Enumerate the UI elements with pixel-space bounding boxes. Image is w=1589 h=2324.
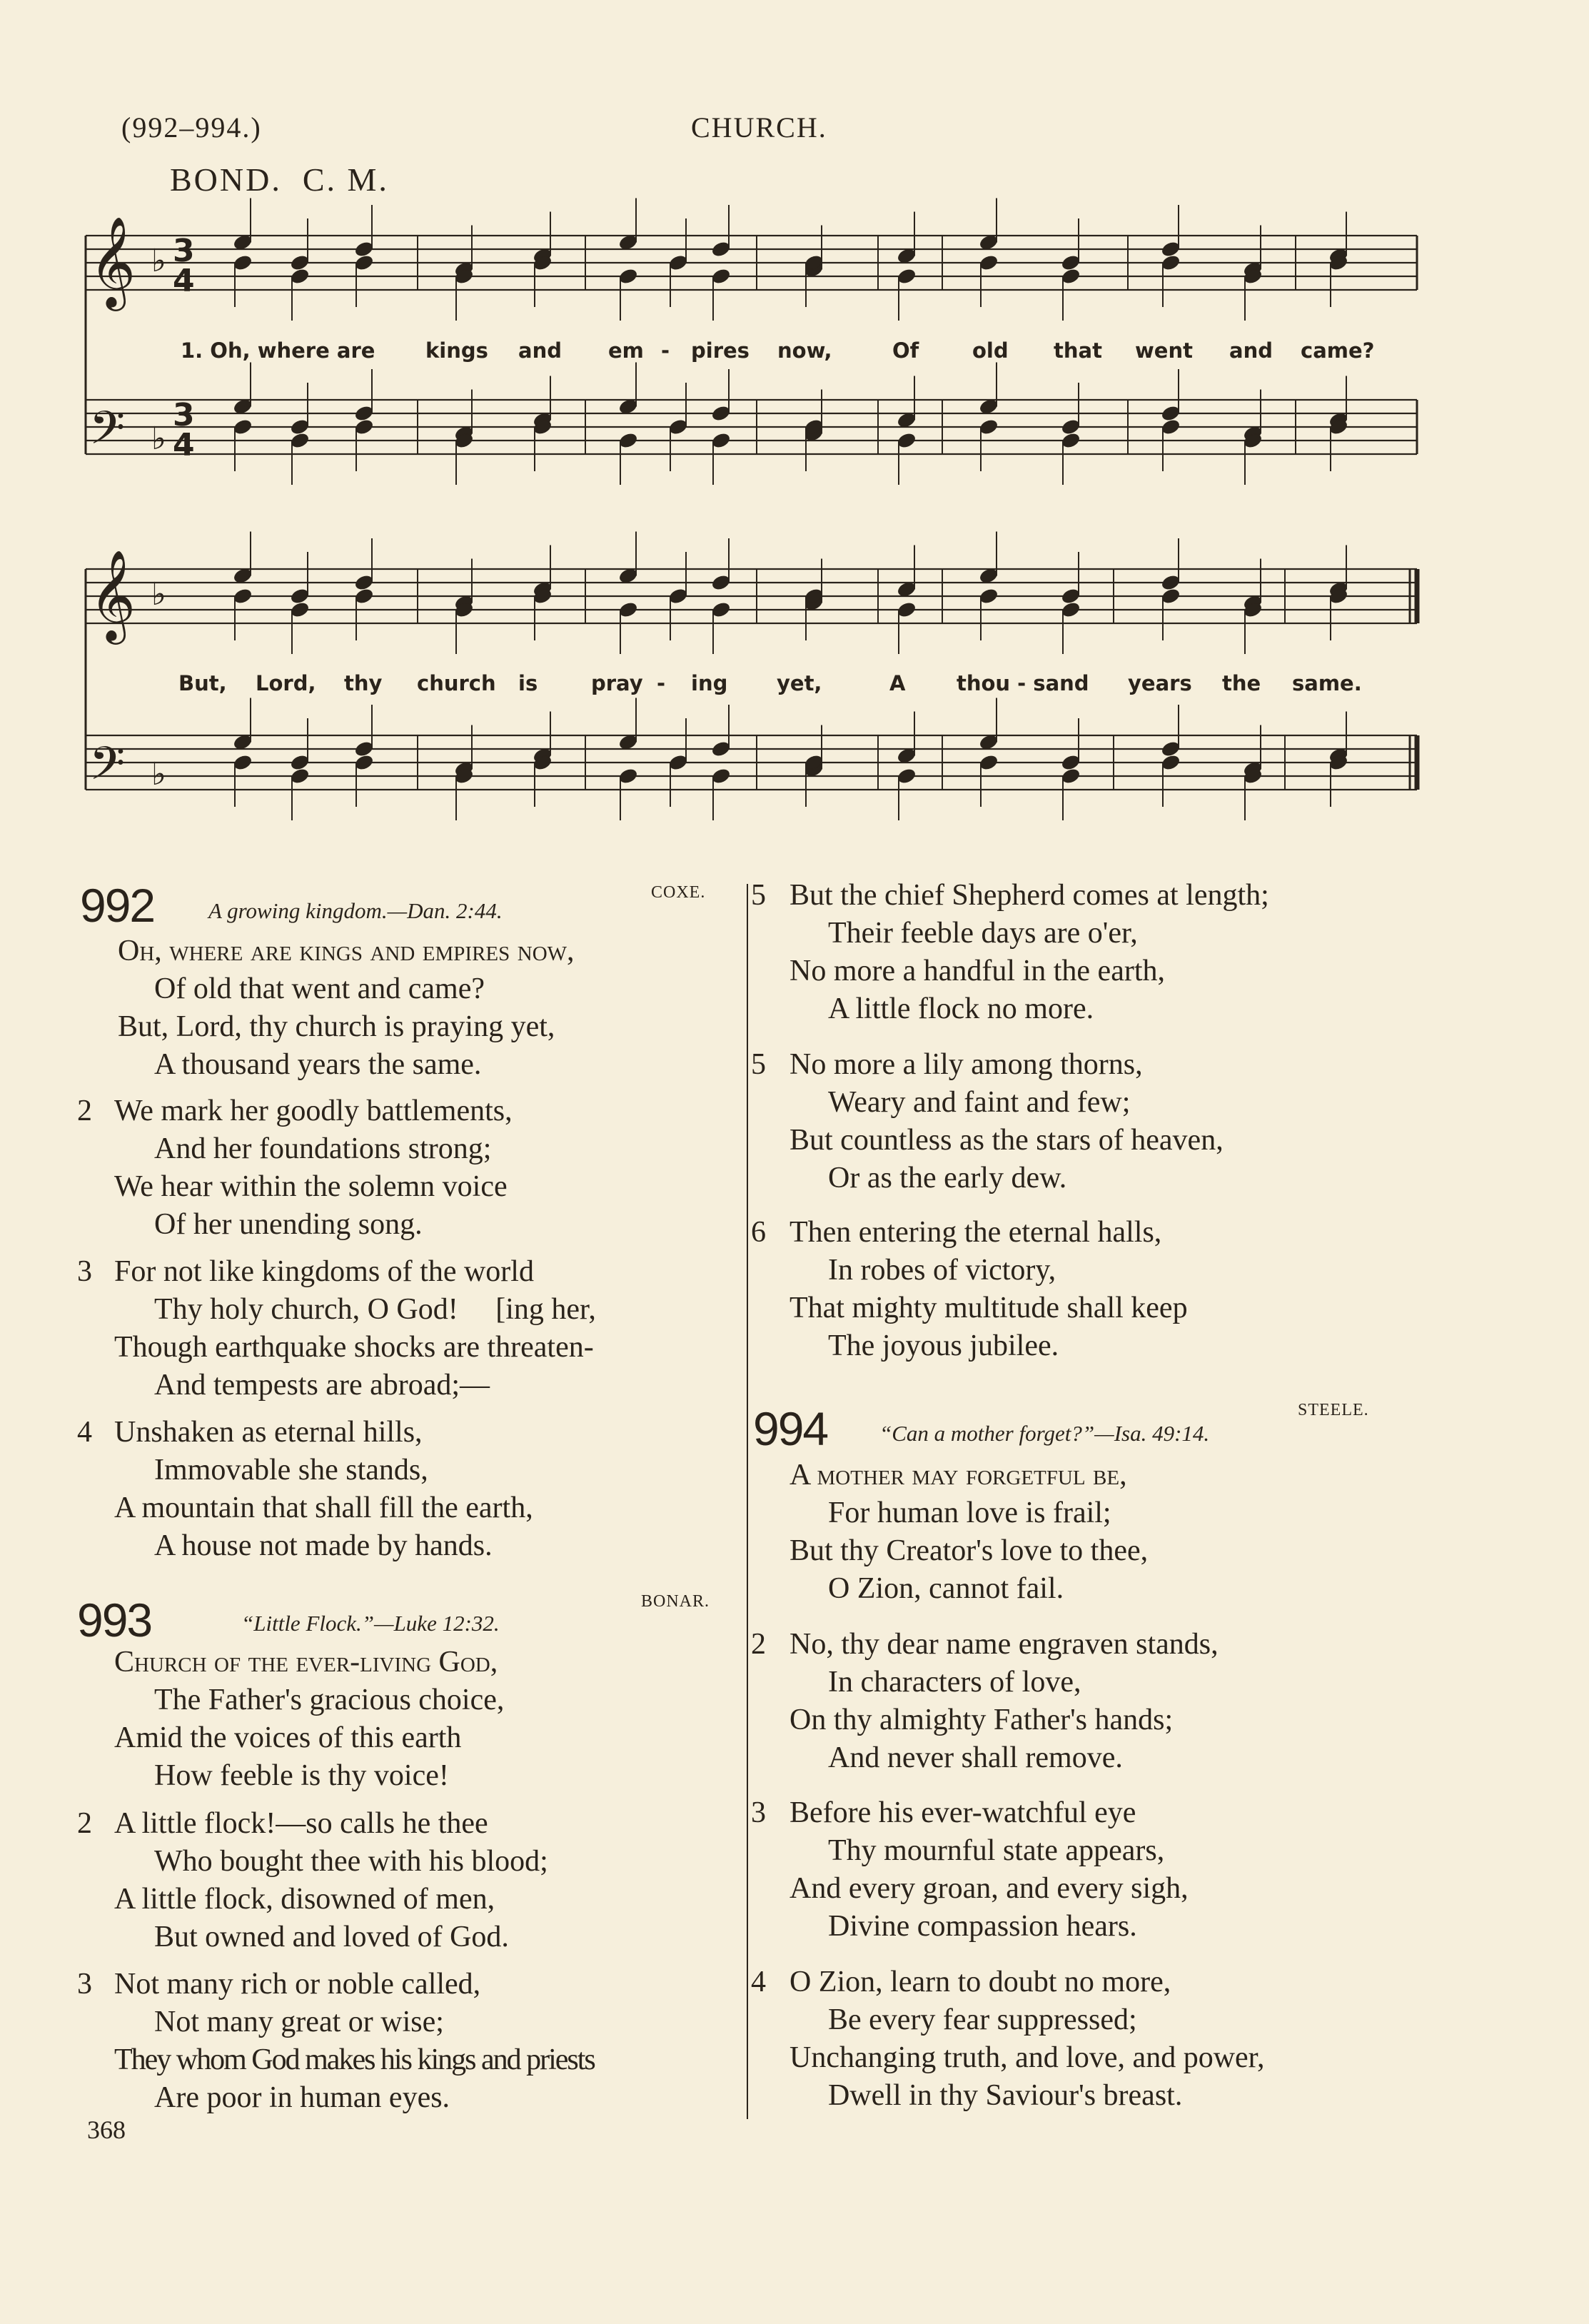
note-head xyxy=(711,768,732,785)
lyric: Of xyxy=(892,338,919,363)
flat-icon: ♭ xyxy=(151,243,166,279)
hymn-number: 994 xyxy=(753,1402,828,1455)
verse-line: How feeble is thy voice! xyxy=(154,1759,449,1792)
lyric: pray xyxy=(591,671,643,695)
verse-line: A little flock no more. xyxy=(828,992,1094,1025)
lyric: the xyxy=(1222,671,1261,695)
lyric: years xyxy=(1128,671,1192,695)
note-head xyxy=(354,241,375,258)
verse-line: But countless as the stars of heaven, xyxy=(790,1124,1224,1157)
verse-number: 2 xyxy=(77,1095,92,1127)
verse-line: Or as the early dew. xyxy=(828,1162,1067,1194)
lyric: and xyxy=(518,338,562,363)
verse-line: Immovable she stands, xyxy=(154,1454,428,1487)
tune-meter: C. M. xyxy=(302,161,389,198)
tune-name-text: BOND. xyxy=(170,161,282,198)
note-head xyxy=(979,754,999,772)
note-head xyxy=(1061,601,1081,619)
note-head xyxy=(618,268,639,286)
verse-line: Are poor in human eyes. xyxy=(154,2081,450,2114)
verse-line: A mountain that shall fill the earth, xyxy=(114,1492,533,1524)
verse-line: Then entering the eternal halls, xyxy=(790,1216,1162,1249)
note-head xyxy=(711,241,732,258)
note-head xyxy=(711,601,732,619)
note-head xyxy=(1161,418,1181,436)
verse-line: Though earthquake shocks are threaten- xyxy=(114,1331,594,1364)
bass-clef-icon: 𝄢 xyxy=(89,738,126,802)
hymn-number: 992 xyxy=(80,879,155,932)
lyric: - xyxy=(661,338,670,363)
lyric: same. xyxy=(1292,671,1362,695)
note-head xyxy=(1061,588,1081,605)
verse-line: Be every fear suppressed; xyxy=(828,2003,1137,2036)
lyric: yet, xyxy=(777,671,822,695)
lyric: But, xyxy=(178,671,227,695)
verse-line: But the chief Shepherd comes at length; xyxy=(790,879,1269,912)
note-head xyxy=(1061,754,1081,772)
lyric: came? xyxy=(1301,338,1375,363)
note-head xyxy=(233,754,253,772)
hymn-reference: A growing kingdom.—Dan. 2:44. xyxy=(208,898,503,923)
lyric: and xyxy=(1229,338,1273,363)
verse-line: A little flock!—so calls he thee xyxy=(114,1807,488,1840)
music-score xyxy=(0,0,1589,871)
verse-line: O Zion, learn to doubt no more, xyxy=(790,1966,1171,1998)
lyric: that xyxy=(1054,338,1102,363)
note-head xyxy=(290,588,311,605)
note-head xyxy=(290,268,311,286)
note-head xyxy=(290,768,311,785)
note-head xyxy=(711,740,732,758)
note-head xyxy=(290,254,311,272)
lyric: Lord, xyxy=(256,671,316,695)
verse-line: Thy holy church, O God! [ing her, xyxy=(154,1293,596,1326)
note-head xyxy=(354,740,375,758)
verse-line: Weary and faint and few; xyxy=(828,1086,1131,1119)
note-head xyxy=(354,418,375,436)
verse-line-text: A mother may forgetful be, xyxy=(790,1459,1127,1492)
note-head xyxy=(1161,574,1181,592)
note-head xyxy=(290,432,311,450)
verse-line xyxy=(118,932,575,970)
verse-line: Not many rich or noble called, xyxy=(114,1968,481,2001)
verse-line: O Zion, cannot fail. xyxy=(828,1572,1064,1605)
note-head xyxy=(897,768,917,785)
verse-line: But thy Creator's love to thee, xyxy=(790,1534,1149,1567)
verse-line: In robes of victory, xyxy=(828,1254,1056,1287)
verse-line: Unshaken as eternal hills, xyxy=(114,1416,423,1449)
column-divider xyxy=(747,884,748,2119)
verse-line: For human love is frail; xyxy=(828,1496,1111,1529)
note-head xyxy=(668,754,689,772)
note-head xyxy=(1161,405,1181,423)
note-head xyxy=(1061,432,1081,450)
note-head xyxy=(618,768,639,785)
verse-line: No, thy dear name engraven stands, xyxy=(790,1628,1219,1661)
lyric: - xyxy=(657,671,666,695)
note-head xyxy=(1061,418,1081,436)
verse-line: But, Lord, thy church is praying yet, xyxy=(118,1010,555,1043)
section-title: CHURCH. xyxy=(691,111,827,144)
lyric: thy xyxy=(344,671,383,695)
verse-line: Who bought thee with his blood; xyxy=(154,1845,548,1878)
verse-line: Of old that went and came? xyxy=(154,972,485,1005)
note-head xyxy=(354,405,375,423)
time-signature-bottom: 4 xyxy=(173,427,195,463)
verse-line: Dwell in thy Saviour's breast. xyxy=(828,2079,1183,2112)
verse-line: A thousand years the same. xyxy=(154,1048,482,1081)
verse-line: But owned and loved of God. xyxy=(154,1921,509,1953)
note-head xyxy=(354,754,375,772)
verse-line: On thy almighty Father's hands; xyxy=(790,1704,1174,1736)
hymn-reference: “Can a mother forget?”—Isa. 49:14. xyxy=(879,1421,1210,1446)
verse-line xyxy=(114,1644,498,1681)
time-signature-bottom: 4 xyxy=(173,263,195,299)
verse-line: Of her unending song. xyxy=(154,1208,423,1241)
verse-line: No more a handful in the earth, xyxy=(790,955,1165,987)
verse-number: 5 xyxy=(751,1048,766,1081)
lyric: pires xyxy=(691,338,750,363)
verse-number: 5 xyxy=(751,879,766,912)
lyric: church xyxy=(417,671,496,695)
verse-line: We hear within the solemn voice xyxy=(114,1170,508,1203)
treble-clef-icon: 𝄞 xyxy=(89,216,136,307)
verse-line: And every groan, and every sigh, xyxy=(790,1872,1189,1905)
verse-line: Divine compassion hears. xyxy=(828,1910,1137,1943)
flat-icon: ♭ xyxy=(151,576,166,613)
note-head xyxy=(354,574,375,592)
hymn-number: 993 xyxy=(77,1594,152,1646)
verse-number: 4 xyxy=(77,1416,92,1449)
lyric: kings xyxy=(425,338,488,363)
note-head xyxy=(979,254,999,272)
time-signature-top: 3 xyxy=(173,397,195,433)
flat-icon: ♭ xyxy=(151,756,166,793)
verse-line: The Father's gracious choice, xyxy=(154,1684,505,1716)
lyric: old xyxy=(972,338,1009,363)
note-head xyxy=(711,268,732,286)
verse-number: 3 xyxy=(77,1968,92,2001)
note-head xyxy=(290,601,311,619)
note-head xyxy=(618,432,639,450)
note-head xyxy=(233,418,253,436)
verse-line: We mark her goodly battlements, xyxy=(114,1095,513,1127)
verse-line: The joyous jubilee. xyxy=(828,1329,1059,1362)
note-head xyxy=(290,754,311,772)
lyric: ing xyxy=(691,671,728,695)
page-number: 368 xyxy=(87,2116,126,2144)
flat-icon: ♭ xyxy=(151,421,166,457)
hymn-author: COXE. xyxy=(651,883,706,902)
note-head xyxy=(897,601,917,619)
note-head xyxy=(979,588,999,605)
lyric: now, xyxy=(777,338,832,363)
lyric: 1. Oh, where are xyxy=(181,338,375,363)
verse-line: And her foundations strong; xyxy=(154,1132,492,1165)
note-head xyxy=(354,588,375,605)
note-head xyxy=(1061,268,1081,286)
note-head xyxy=(1161,254,1181,272)
staff-systems xyxy=(86,198,1417,821)
verse-line: Unchanging truth, and love, and power, xyxy=(790,2041,1265,2074)
hymn-author: STEELE. xyxy=(1298,1401,1369,1419)
verse-line: Their feeble days are o'er, xyxy=(828,917,1138,950)
verse-line: In characters of love, xyxy=(828,1666,1081,1699)
hymn-reference: “Little Flock.”—Luke 12:32. xyxy=(241,1611,500,1636)
note-head xyxy=(711,432,732,450)
verse-line: A little flock, disowned of men, xyxy=(114,1883,495,1916)
verse-number: 2 xyxy=(77,1807,92,1840)
note-head xyxy=(1161,754,1181,772)
note-head xyxy=(668,588,689,605)
note-head xyxy=(897,432,917,450)
verse-number: 2 xyxy=(751,1628,766,1661)
verse-line: Amid the voices of this earth xyxy=(114,1721,462,1754)
lyric: thou - sand xyxy=(957,671,1089,695)
verse-line: No more a lily among thorns, xyxy=(790,1048,1143,1081)
verse-number: 3 xyxy=(751,1796,766,1829)
note-head xyxy=(1161,740,1181,758)
verse-line-text: Oh, where are kings and empires now, xyxy=(118,935,575,967)
verse-line-text: Church of the ever-living God, xyxy=(114,1646,498,1679)
time-signature-top: 3 xyxy=(173,233,195,269)
treble-clef-icon: 𝄞 xyxy=(89,549,136,640)
verse-line: Thy mournful state appears, xyxy=(828,1834,1165,1867)
verse-line: For not like kingdoms of the world xyxy=(114,1255,534,1288)
note-head xyxy=(290,418,311,436)
note-head xyxy=(711,405,732,423)
verse-line: Not many great or wise; xyxy=(154,2006,444,2038)
note-head xyxy=(897,268,917,286)
page-range: (992–994.) xyxy=(121,111,262,144)
note-head xyxy=(354,254,375,272)
note-head xyxy=(233,254,253,272)
verse-line: And tempests are abroad;— xyxy=(154,1369,490,1402)
note-head xyxy=(1061,768,1081,785)
verse-line xyxy=(790,1457,1127,1494)
verse-line: A house not made by hands. xyxy=(154,1529,493,1562)
hymn-author: BONAR. xyxy=(641,1592,710,1611)
verse-number: 4 xyxy=(751,1966,766,1998)
lyric: went xyxy=(1135,338,1193,363)
note-head xyxy=(1061,254,1081,272)
lyric: em xyxy=(608,338,644,363)
note-head xyxy=(979,418,999,436)
verse-line: Before his ever-watchful eye xyxy=(790,1796,1136,1829)
note-head xyxy=(711,574,732,592)
note-head xyxy=(1161,241,1181,258)
verse-line: And never shall remove. xyxy=(828,1741,1123,1774)
lyric: is xyxy=(518,671,538,695)
note-head xyxy=(668,254,689,272)
note-head xyxy=(618,601,639,619)
verse-number: 3 xyxy=(77,1255,92,1288)
verse-line: That mighty multitude shall keep xyxy=(790,1292,1188,1324)
lyric: A xyxy=(889,671,906,695)
note-head xyxy=(668,418,689,436)
note-head xyxy=(1161,588,1181,605)
bass-clef-icon: 𝄢 xyxy=(89,402,126,466)
verse-number: 6 xyxy=(751,1216,766,1249)
note-head xyxy=(233,588,253,605)
verse-line: They whom God makes his kings and priests xyxy=(114,2043,595,2076)
